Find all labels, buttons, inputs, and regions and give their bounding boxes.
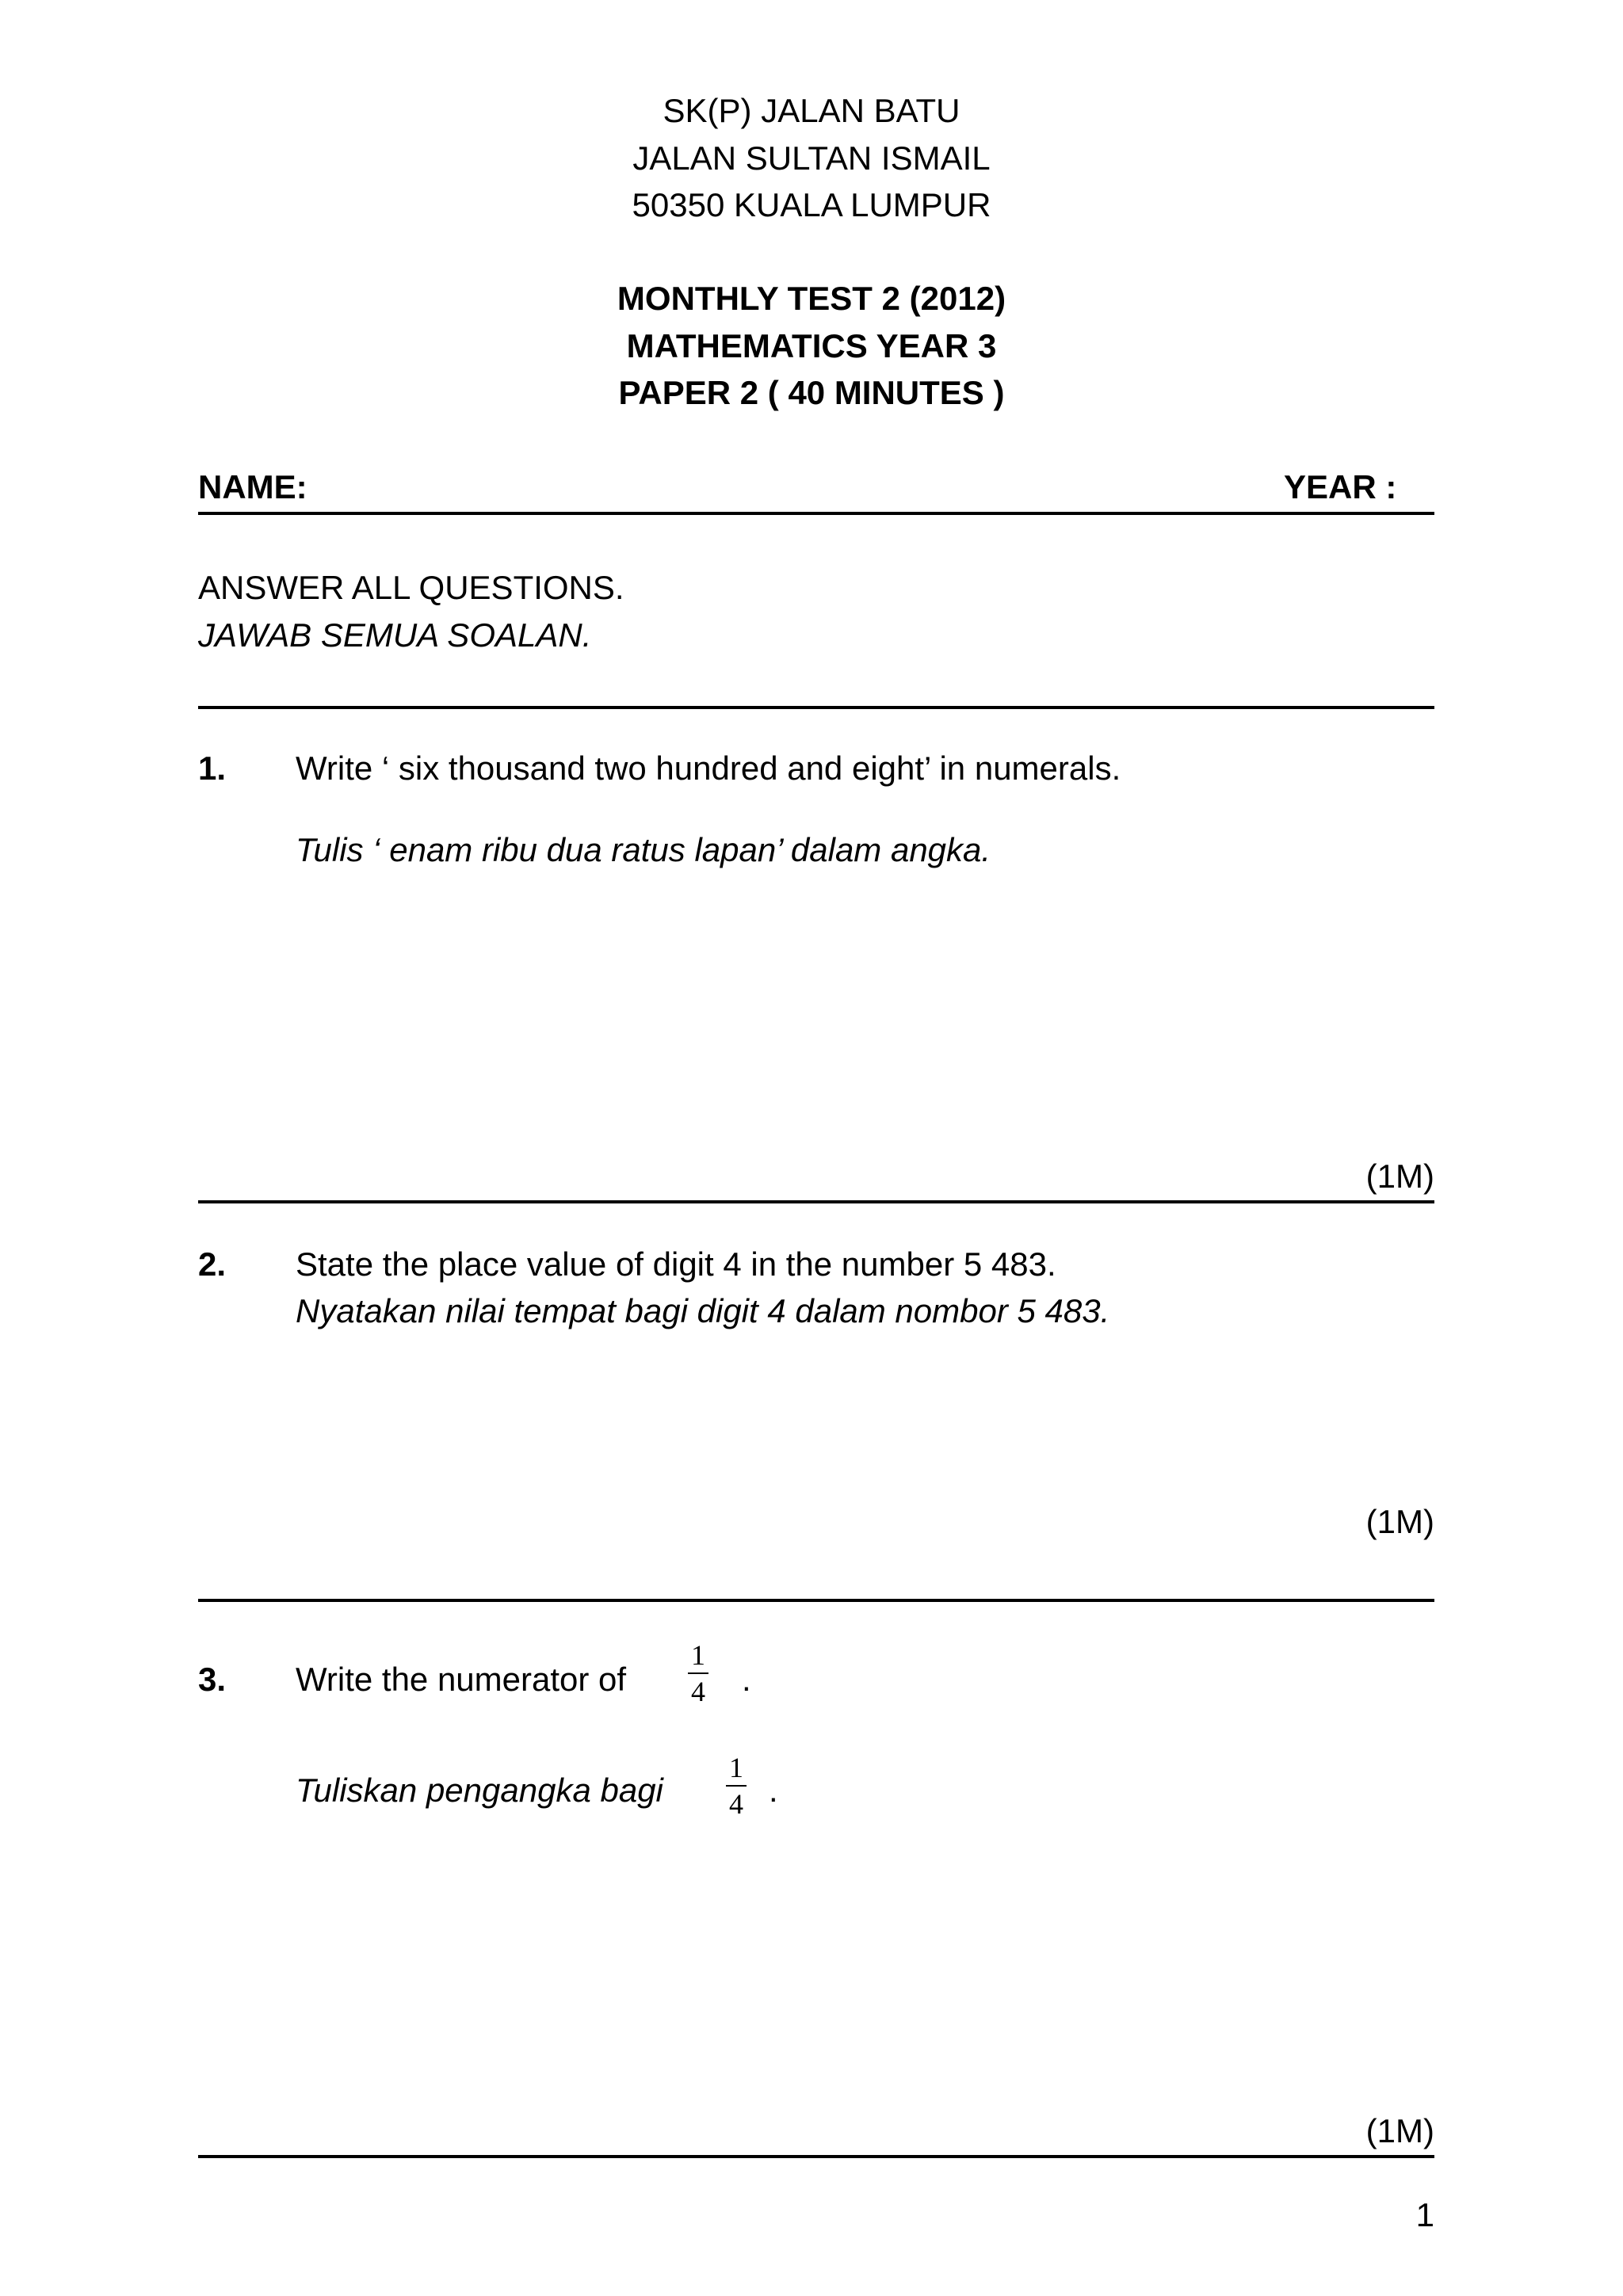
question-3-period-en: .	[742, 1661, 751, 1698]
school-name: SK(P) JALAN BATU	[663, 92, 960, 129]
question-3-text-en: Write the numerator of	[296, 1661, 627, 1698]
question-2-number: 2.	[198, 1245, 227, 1283]
page-number: 1	[1415, 2196, 1434, 2233]
fraction-numerator: 1	[726, 1753, 747, 1787]
name-year-rule	[198, 512, 1434, 515]
question-3-fraction-en	[688, 1641, 708, 1706]
school-street: JALAN SULTAN ISMAIL	[632, 139, 991, 177]
question-3-period-ms: .	[769, 1772, 778, 1809]
name-label: NAME:	[198, 468, 307, 505]
question-2-text-ms: Nyatakan nilai tempat bagi digit 4 dalam nombor 5 483.	[296, 1292, 1110, 1329]
question-1-text-ms: Tulis ‘ enam ribu dua ratus lapan’ dalam angka.	[296, 831, 991, 868]
year-label: YEAR :	[1284, 468, 1397, 505]
fraction-denominator: 4	[729, 1788, 743, 1820]
instruction-ms: JAWAB SEMUA SOALAN.	[198, 616, 592, 654]
question-2-marks: (1M)	[1365, 1503, 1434, 1540]
question-3-text-ms: Tuliskan pengangka bagi	[296, 1772, 663, 1809]
exam-subject: MATHEMATICS YEAR 3	[626, 327, 997, 364]
exam-title: MONTHLY TEST 2 (2012)	[617, 280, 1006, 317]
question-3-fraction-ms	[726, 1753, 747, 1818]
question-2-text-en: State the place value of digit 4 in the number 5 483.	[296, 1245, 1056, 1283]
question-1-number: 1.	[198, 749, 227, 787]
exam-paper: PAPER 2 ( 40 MINUTES )	[618, 374, 1005, 411]
fraction-denominator: 4	[691, 1676, 705, 1707]
fraction-numerator: 1	[688, 1641, 708, 1674]
instruction-rule	[198, 706, 1434, 709]
instruction-en: ANSWER ALL QUESTIONS.	[198, 569, 624, 606]
question-3-marks: (1M)	[1365, 2112, 1434, 2149]
question-1-marks: (1M)	[1365, 1158, 1434, 1195]
question-3-rule	[198, 2155, 1434, 2158]
question-1-text-en: Write ‘ six thousand two hundred and eight’ in numerals.	[296, 749, 1121, 787]
question-1-rule	[198, 1200, 1434, 1203]
school-city: 50350 KUALA LUMPUR	[632, 186, 991, 223]
question-3-number: 3.	[198, 1661, 227, 1698]
question-2-rule	[198, 1599, 1434, 1602]
